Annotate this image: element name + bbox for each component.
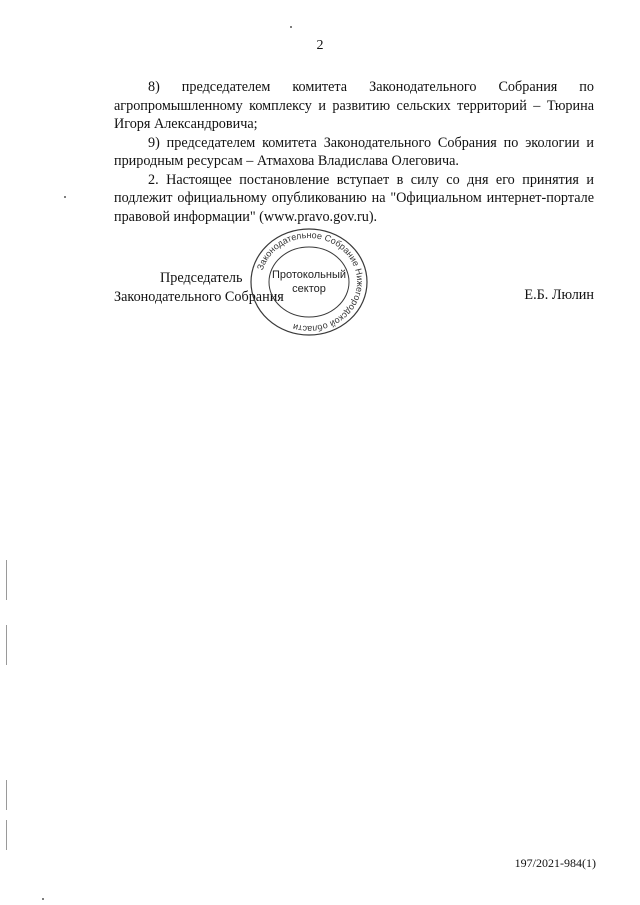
document-body (114, 78, 594, 226)
document-registration-number: 197/2021-984(1) (514, 856, 596, 870)
seal-ring-text: Законодательное Собрание Нижегородской области (255, 229, 366, 335)
scan-dot (64, 196, 66, 198)
seal-center-line2: сектор (292, 283, 326, 295)
paragraph-item-8: 8) председателем комитета Законодательного Собрания по агропромышленному комплексу и развитию сельских территорий – Тюрина Игоря Александровича; (114, 79, 594, 132)
signature-title-line2: Законодательного Собрания (114, 288, 284, 305)
paragraph-item-9: 9) председателем комитета Законодательного Собрания по экологии и природным ресурсам – Атмахова Владислава Олеговича. (114, 134, 594, 169)
signature-title-line1: Председатель (160, 270, 243, 286)
signatory-name: Е.Б. Люлин (524, 287, 594, 303)
scan-edge-mark (6, 560, 7, 600)
scan-edge-mark (6, 625, 7, 665)
page-number: 2 (316, 38, 324, 53)
official-seal-stamp (246, 226, 372, 338)
paragraph-point-2: 2. Настоящее постановление вступает в силу со дня его принятия и подлежит официальному опубликованию на "Официальном интернет-портале правовой информации" (www.pravo.gov.ru). (114, 171, 594, 225)
scan-edge-mark (6, 820, 7, 850)
seal-center-line1: Протокольный (271, 269, 347, 281)
scan-dot (42, 898, 44, 900)
scan-dot (290, 26, 292, 28)
seal-graphic (246, 226, 372, 338)
scan-edge-mark (6, 780, 7, 810)
